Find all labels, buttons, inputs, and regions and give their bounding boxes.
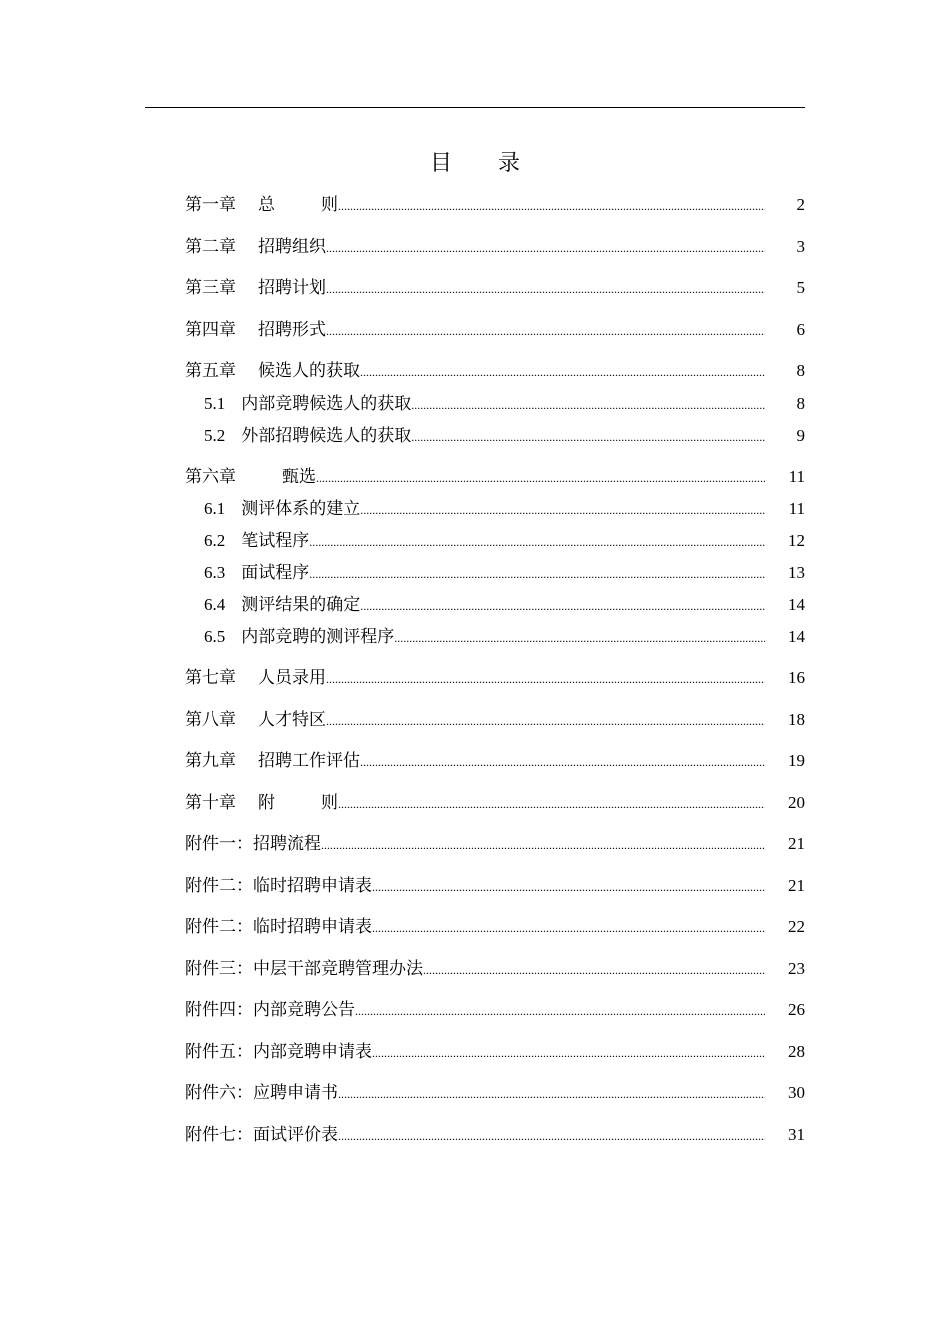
toc-leader-dots: [423, 962, 765, 980]
toc-entry-title: 内部竞聘公告: [253, 1000, 355, 1020]
toc-leader-dots: [321, 837, 765, 855]
toc-entry[interactable]: [185, 273, 805, 299]
toc-entry-prefix: 附件六：: [185, 1083, 253, 1103]
toc-entry-title: 笔试程序: [241, 531, 310, 551]
toc-entry[interactable]: [204, 558, 805, 584]
toc-entry-title: 招聘计划: [258, 278, 326, 298]
toc-entry[interactable]: [185, 356, 805, 382]
toc-entry-prefix: 第一章: [185, 195, 236, 215]
toc-page-number: 2: [796, 195, 805, 214]
toc-entry-title: 招聘工作评估: [258, 751, 360, 771]
toc-entry-prefix: 第三章: [185, 278, 236, 298]
toc-entry-label: [185, 236, 326, 258]
toc-entry-label: [204, 594, 360, 616]
toc-entry-title: 临时招聘申请表: [253, 917, 372, 937]
toc-entry-title: 面试评价表: [253, 1125, 338, 1145]
toc-entry-prefix: 附件一：: [185, 834, 253, 854]
toc-entry-prefix: 6.3: [204, 563, 226, 582]
toc-entry-label: [185, 1082, 338, 1104]
toc-entry-label: [185, 277, 326, 299]
toc-leader-dots: [372, 879, 765, 897]
toc-page-number: 18: [788, 710, 805, 729]
toc-entry-prefix: 6.5: [204, 627, 226, 646]
toc-page-number: 31: [788, 1125, 805, 1144]
toc-entry-prefix: 附件三：: [185, 959, 253, 979]
toc-entry-title: 人员录用: [258, 668, 326, 688]
toc-entry-title: 测评结果的确定: [241, 595, 361, 615]
toc-entry-title: 招聘流程: [253, 834, 321, 854]
toc-leader-dots: [338, 1086, 765, 1104]
toc-entry[interactable]: [185, 1120, 805, 1146]
toc-entry-label: [204, 393, 411, 415]
toc-entry-title: 招聘组织: [258, 237, 326, 257]
toc-entry-prefix: 附件二：: [185, 876, 253, 896]
toc-entry[interactable]: [185, 315, 805, 341]
toc-entry-label: [185, 1041, 372, 1063]
toc-leader-dots: [338, 198, 765, 216]
toc-entry-prefix: 6.1: [204, 499, 226, 518]
toc-page-number: 5: [796, 278, 805, 297]
toc-entry-prefix: 5.2: [204, 426, 226, 445]
toc-page-number: 19: [788, 751, 805, 770]
toc-entry[interactable]: [204, 494, 805, 520]
toc-entry-prefix: 第六章: [185, 467, 236, 487]
toc-entry-title: 中层干部竞聘管理办法: [253, 959, 423, 979]
toc-entry-prefix: 第五章: [185, 361, 236, 381]
toc-entry-label: [185, 999, 355, 1021]
toc-entry[interactable]: [185, 1037, 805, 1063]
toc-entry[interactable]: [204, 389, 805, 415]
toc-leader-dots: [326, 323, 765, 341]
toc-entry[interactable]: [185, 462, 805, 488]
toc-leader-dots: [355, 1003, 765, 1021]
toc-entry-label: [185, 194, 338, 216]
toc-entry-title: 甄选: [282, 467, 316, 487]
toc-page-number: 28: [788, 1042, 805, 1061]
toc-entry-prefix: 5.1: [204, 394, 226, 413]
toc-entry-title: 内部竞聘申请表: [253, 1042, 372, 1062]
toc-leader-dots: [309, 534, 765, 552]
toc-entry-label: [204, 626, 394, 648]
toc-entry[interactable]: [185, 705, 805, 731]
toc-page-number: 13: [788, 563, 805, 582]
toc-entry[interactable]: [204, 590, 805, 616]
toc-entry[interactable]: [185, 788, 805, 814]
toc-leader-dots: [360, 364, 765, 382]
toc-entry-title: 临时招聘申请表: [253, 876, 372, 896]
toc-page-number: 14: [788, 627, 805, 646]
toc-leader-dots: [338, 796, 765, 814]
toc-entry-label: [185, 667, 326, 689]
toc-page-number: 26: [788, 1000, 805, 1019]
toc-leader-dots: [372, 920, 765, 938]
toc-page-number: 30: [788, 1083, 805, 1102]
toc-leader-dots: [316, 470, 765, 488]
toc-entry-title: 内部竞聘候选人的获取: [241, 394, 412, 414]
toc-leader-dots: [372, 1045, 765, 1063]
toc-entry-title: 人才特区: [258, 710, 326, 730]
toc-entry-title-2: 则: [321, 195, 338, 215]
toc-entry-prefix: 第七章: [185, 668, 236, 688]
toc-page-number: 12: [788, 531, 805, 550]
toc-leader-dots: [360, 598, 765, 616]
toc-page-number: 21: [788, 876, 805, 895]
toc-entry-label: [185, 466, 316, 488]
toc-leader-dots: [326, 671, 765, 689]
toc-page-number: 11: [788, 499, 805, 518]
toc-page-number: 8: [796, 361, 805, 380]
toc-page-number: 16: [788, 668, 805, 687]
toc-entry-label: [185, 833, 321, 855]
toc-entry[interactable]: [185, 871, 805, 897]
toc-entry-title: 附: [258, 793, 275, 813]
toc-entry-title: 内部竞聘的测评程序: [241, 627, 395, 647]
toc-entry-prefix: 第二章: [185, 237, 236, 257]
toc-entry[interactable]: [185, 1078, 805, 1104]
toc-entry-prefix: 第十章: [185, 793, 236, 813]
toc-entry[interactable]: [204, 421, 805, 447]
toc-entry-label: [204, 425, 411, 447]
toc-page-number: 21: [788, 834, 805, 853]
toc-entry-prefix: 第八章: [185, 710, 236, 730]
toc-entry-prefix: 附件五：: [185, 1042, 253, 1062]
toc-entry[interactable]: [204, 622, 805, 648]
toc-entry[interactable]: [185, 954, 805, 980]
toc-page-number: 9: [796, 426, 805, 445]
toc-entry-prefix: 附件四：: [185, 1000, 253, 1020]
toc-entry-prefix: 第四章: [185, 320, 236, 340]
toc-entry-prefix: 6.4: [204, 595, 226, 614]
toc-entry-label: [185, 958, 423, 980]
toc-entry-label: [185, 875, 372, 897]
toc-entry-label: [204, 530, 309, 552]
toc-leader-dots: [326, 713, 765, 731]
toc-entry-label: [204, 562, 309, 584]
toc-entry-label: [185, 319, 326, 341]
toc-entry-title: 面试程序: [241, 563, 310, 583]
toc-page-number: 14: [788, 595, 805, 614]
toc-leader-dots: [360, 502, 765, 520]
toc-title-left: 目: [429, 151, 452, 176]
header-rule: [145, 107, 805, 108]
toc-leader-dots: [360, 754, 765, 772]
toc-entry-title: 测评体系的建立: [241, 499, 361, 519]
toc-title: [0, 146, 950, 177]
toc-entry-label: [204, 498, 360, 520]
toc-leader-dots: [411, 397, 765, 415]
toc-leader-dots: [411, 429, 765, 447]
toc-entry-label: [185, 709, 326, 731]
toc-leader-dots: [326, 281, 765, 299]
toc-page-number: 23: [788, 959, 805, 978]
toc-page-number: 8: [796, 394, 805, 413]
toc-title-right: 录: [498, 151, 521, 176]
toc-entry[interactable]: [185, 746, 805, 772]
toc-entry-label: [185, 750, 360, 772]
toc-entry-title-2: 则: [321, 793, 338, 813]
toc-entry-title: 总: [258, 195, 275, 215]
toc-entry-prefix: 附件二：: [185, 917, 253, 937]
toc-page-number: 22: [788, 917, 805, 936]
toc-entry-label: [185, 792, 338, 814]
toc-entry-prefix: 6.2: [204, 531, 226, 550]
toc-leader-dots: [338, 1128, 765, 1146]
toc-entry-title: 招聘形式: [258, 320, 326, 340]
toc-entry[interactable]: [185, 912, 805, 938]
toc-entry-title: 候选人的获取: [258, 361, 360, 381]
toc-entry-title: 外部招聘候选人的获取: [241, 426, 412, 446]
toc-entry[interactable]: [185, 995, 805, 1021]
toc-page-number: 6: [796, 320, 805, 339]
toc-leader-dots: [394, 630, 765, 648]
toc-entry-label: [185, 360, 360, 382]
toc-leader-dots: [309, 566, 765, 584]
toc-entry[interactable]: [185, 663, 805, 689]
toc-page-number: 20: [788, 793, 805, 812]
toc-page-number: 3: [796, 237, 805, 256]
toc-entry[interactable]: [185, 232, 805, 258]
toc-page-number: 11: [788, 467, 805, 486]
toc-entry-title: 应聘申请书: [253, 1083, 338, 1103]
toc-leader-dots: [326, 240, 765, 258]
toc-entry[interactable]: [185, 190, 805, 216]
toc-entry-prefix: 第九章: [185, 751, 236, 771]
toc-entry-label: [185, 916, 372, 938]
toc-entry[interactable]: [185, 829, 805, 855]
toc-entry-prefix: 附件七：: [185, 1125, 253, 1145]
toc-entry[interactable]: [204, 526, 805, 552]
toc-entry-label: [185, 1124, 338, 1146]
